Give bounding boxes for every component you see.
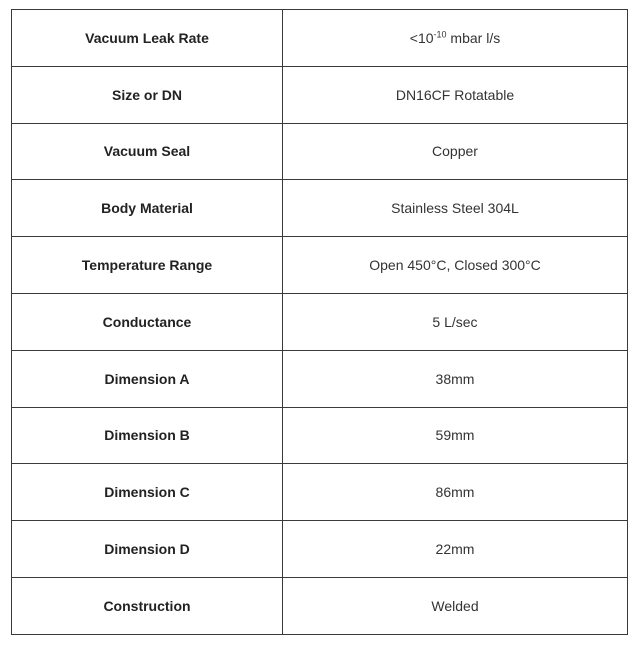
spec-label: Vacuum Leak Rate <box>12 10 283 67</box>
table-row-vacuum-seal <box>12 123 628 180</box>
spec-value: Copper <box>283 123 628 180</box>
spec-value: Welded <box>283 577 628 634</box>
spec-value: 5 L/sec <box>283 293 628 350</box>
spec-value: 22mm <box>283 521 628 578</box>
spec-value <box>283 10 628 67</box>
spec-label: Body Material <box>12 180 283 237</box>
table-row-vacuum-leak-rate <box>12 10 628 67</box>
table-row-dimension-a <box>12 350 628 407</box>
table-row-dimension-d <box>12 521 628 578</box>
leak-rate-unit: mbar l/s <box>446 29 501 46</box>
spec-value: DN16CF Rotatable <box>283 66 628 123</box>
table-row-body-material <box>12 180 628 237</box>
table-row-size-or-dn <box>12 66 628 123</box>
spec-value: 59mm <box>283 407 628 464</box>
leak-rate-prefix: <10 <box>409 29 434 46</box>
spec-value: 38mm <box>283 350 628 407</box>
spec-label: Dimension D <box>12 521 283 578</box>
table-row-dimension-c <box>12 464 628 521</box>
spec-value: 86mm <box>283 464 628 521</box>
spec-label: Size or DN <box>12 66 283 123</box>
spec-label: Dimension A <box>12 350 283 407</box>
table-row-conductance <box>12 293 628 350</box>
spec-label: Dimension C <box>12 464 283 521</box>
spec-label: Conductance <box>12 293 283 350</box>
table-row-temperature-range <box>12 237 628 294</box>
specifications-table <box>11 9 628 635</box>
table-row-dimension-b <box>12 407 628 464</box>
table-row-construction <box>12 577 628 634</box>
spec-value: Open 450°C, Closed 300°C <box>283 237 628 294</box>
spec-label: Construction <box>12 577 283 634</box>
spec-label: Dimension B <box>12 407 283 464</box>
leak-rate-exponent: -10 <box>433 29 447 40</box>
spec-value: Stainless Steel 304L <box>283 180 628 237</box>
spec-label: Vacuum Seal <box>12 123 283 180</box>
spec-label: Temperature Range <box>12 237 283 294</box>
